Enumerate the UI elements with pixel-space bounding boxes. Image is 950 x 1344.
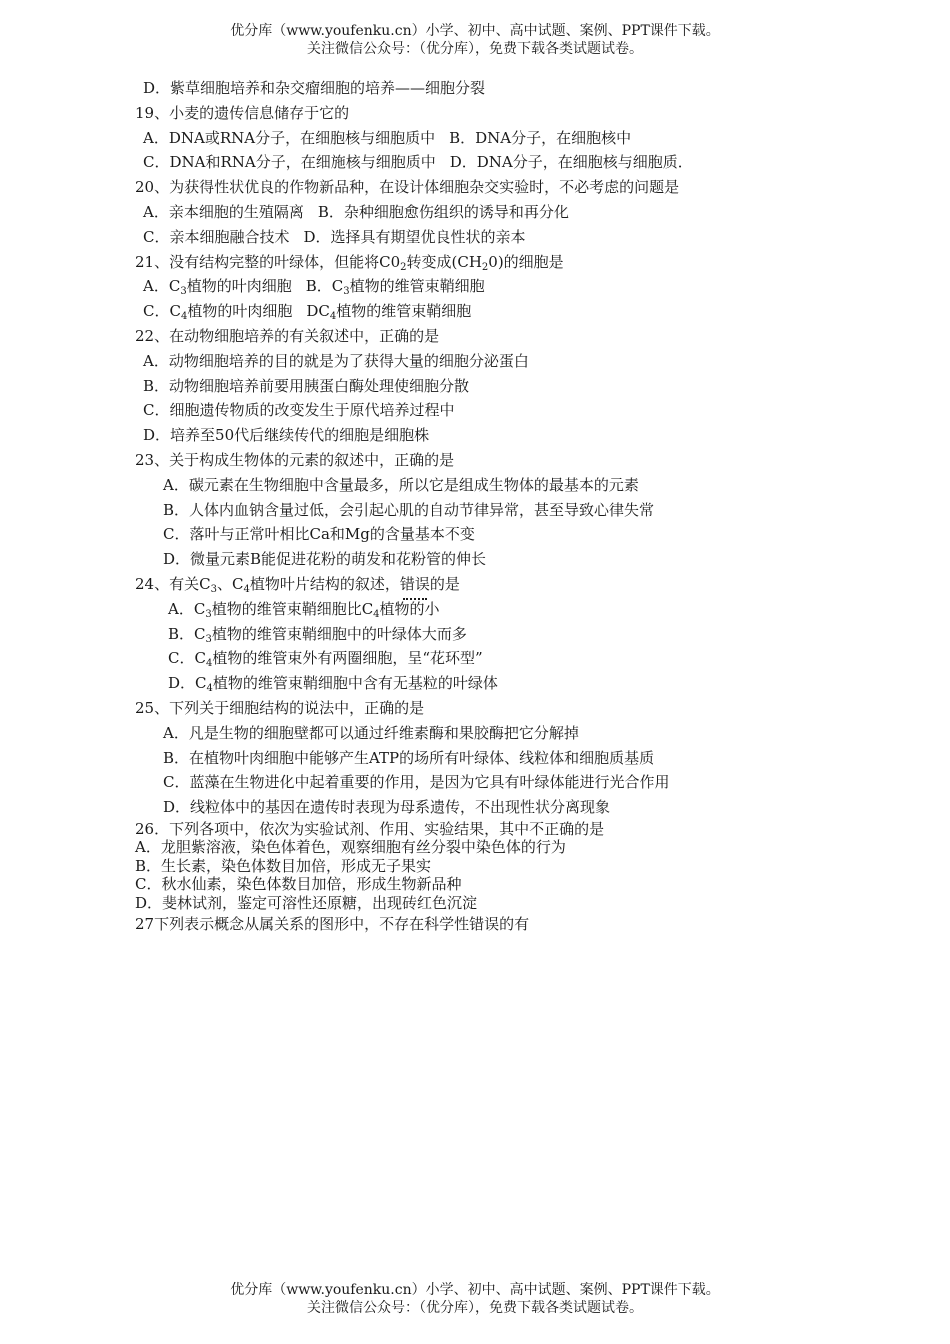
q21-option-c: C．$C_4$植物的叶肉细胞 xyxy=(143,302,293,323)
q26-option-d: D．斐林试剂，鉴定可溶性还原糖，出现砖红色沉淀 xyxy=(135,893,478,912)
q21-stem: 21、没有结构完整的叶绿体，但能将$C0_2$转变成$(CH_20)$的细胞是 xyxy=(135,252,564,273)
q24-stem: 24、有关$C_3$、$C_4$植物叶片结构的叙述，错误的是 xyxy=(135,572,895,597)
q19-options-cd xyxy=(135,150,895,175)
q21-options-ab xyxy=(135,274,895,299)
q21-options-cd xyxy=(135,299,895,324)
q23-option-c: C．落叶与正常叶相比Ca和Mg的含量基本不变 xyxy=(163,525,475,544)
q22-option-d: D．培养至50代后继续传代的细胞是细胞株 xyxy=(143,426,430,445)
q25-option-c: C．蓝藻在生物进化中起着重要的作用，是因为它具有叶绿体能进行光合作用 xyxy=(163,773,670,792)
q26-option-b: B．生长素，染色体数目加倍，形成无子果实 xyxy=(135,856,432,875)
q20-option-b: B．杂种细胞愈伤组织的诱导和再分化 xyxy=(317,202,569,221)
q19-option-a: A．DNA或RNA分子，在细胞核与细胞质中 xyxy=(143,128,436,147)
emphasis-word: 错误 xyxy=(400,572,430,597)
q25-option-d: D．线粒体中的基因在遗传时表现为母系遗传，不出现性状分离现象 xyxy=(163,798,611,817)
q23-option-a: A．碳元素在生物细胞中含量最多，所以它是组成生物体的最基本的元素 xyxy=(163,475,639,494)
q20-option-a: A．亲本细胞的生殖隔离 xyxy=(143,202,304,221)
q25-stem: 25、下列关于细胞结构的说法中，正确的是 xyxy=(135,698,425,717)
q25-option-a: A．凡是生物的细胞壁都可以通过纤维素酶和果胶酶把它分解掉 xyxy=(163,723,579,742)
q19-option-b: B．DNA分子，在细胞核中 xyxy=(449,128,632,147)
exam-content xyxy=(135,76,895,937)
q22-option-b: B．动物细胞培养前要用胰蛋白酶处理使细胞分散 xyxy=(143,376,470,395)
q24-option-c: C．$C_4$植物的维管束外有两圈细胞，呈“花环型” xyxy=(168,649,483,670)
q20-options-ab xyxy=(135,200,895,225)
header-line-2: 关注微信公众号：（优分库），免费下载各类试题试卷。 xyxy=(307,41,643,57)
footer-line-2: 关注微信公众号：（优分库），免费下载各类试题试卷。 xyxy=(307,1300,643,1316)
q21-option-b: B．$C_3$植物的维管束鞘细胞 xyxy=(305,277,485,298)
q24-option-a: A．$C_3$植物的维管束鞘细胞比$C_4$植物的小 xyxy=(168,599,440,620)
q20-option-c: C．亲本细胞融合技术 xyxy=(143,227,290,246)
q19-option-d: D．DNA分子，在细胞核与细胞质． xyxy=(449,153,693,172)
header-line-1: 优分库（www.youfenku.cn）小学、初中、高中试题、案例、PPT课件下载。 xyxy=(230,23,720,39)
q19-stem: 19、小麦的遗传信息储存于它的 xyxy=(135,103,350,122)
page-header xyxy=(0,22,950,58)
q24-option-b: B．$C_3$植物的维管束鞘细胞中的叶绿体大而多 xyxy=(168,624,467,645)
q21-option-d: $DC_4$植物的维管束鞘细胞 xyxy=(306,302,472,323)
footer-line-1: 优分库（www.youfenku.cn）小学、初中、高中试题、案例、PPT课件下载。 xyxy=(230,1282,720,1298)
q25-option-b: B．在植物叶肉细胞中能够产生ATP的场所有叶绿体、线粒体和细胞质基质 xyxy=(163,748,655,767)
q22-stem: 22、在动物细胞培养的有关叙述中，正确的是 xyxy=(135,326,440,345)
q27-stem: 27下列表示概念从属关系的图形中，不存在科学性错误的有 xyxy=(135,915,530,934)
q23-stem: 23、关于构成生物体的元素的叙述中，正确的是 xyxy=(135,450,455,469)
q18-option-d: D．紫草细胞培养和杂交瘤细胞的培养——细胞分裂 xyxy=(143,79,486,97)
q24-option-d: D．$C_4$植物的维管束鞘细胞中含有无基粒的叶绿体 xyxy=(168,674,498,695)
q20-options-cd xyxy=(135,225,895,250)
q23-option-b: B．人体内血钠含量过低，会引起心肌的自动节律异常，甚至导致心律失常 xyxy=(163,500,655,519)
q26-option-c: C．秋水仙素，染色体数目加倍，形成生物新品种 xyxy=(135,875,462,894)
q21-option-a: A．$C_3$植物的叶肉细胞 xyxy=(143,277,292,298)
page-footer xyxy=(0,1281,950,1317)
q20-option-d: D．选择具有期望优良性状的亲本 xyxy=(303,227,526,246)
q23-option-d: D．微量元素B能促进花粉的萌发和花粉管的伸长 xyxy=(163,550,487,569)
q19-option-c: C．DNA和RNA分子，在细施核与细胞质中 xyxy=(143,153,436,172)
q20-stem: 20、为获得性状优良的作物新品种，在设计体细胞杂交实验时，不必考虑的问题是 xyxy=(135,178,680,197)
q26-stem: 26．下列各项中，依次为实验试剂、作用、实验结果，其中不正确的是 xyxy=(135,819,605,838)
q22-option-c: C．细胞遗传物质的改变发生于原代培养过程中 xyxy=(143,401,455,420)
q19-options-ab xyxy=(135,126,895,151)
q22-option-a: A．动物细胞培养的目的就是为了获得大量的细胞分泌蛋白 xyxy=(143,351,529,370)
q26-option-a: A．龙胆紫溶液，染色体着色，观察细胞有丝分裂中染色体的行为 xyxy=(135,838,566,857)
